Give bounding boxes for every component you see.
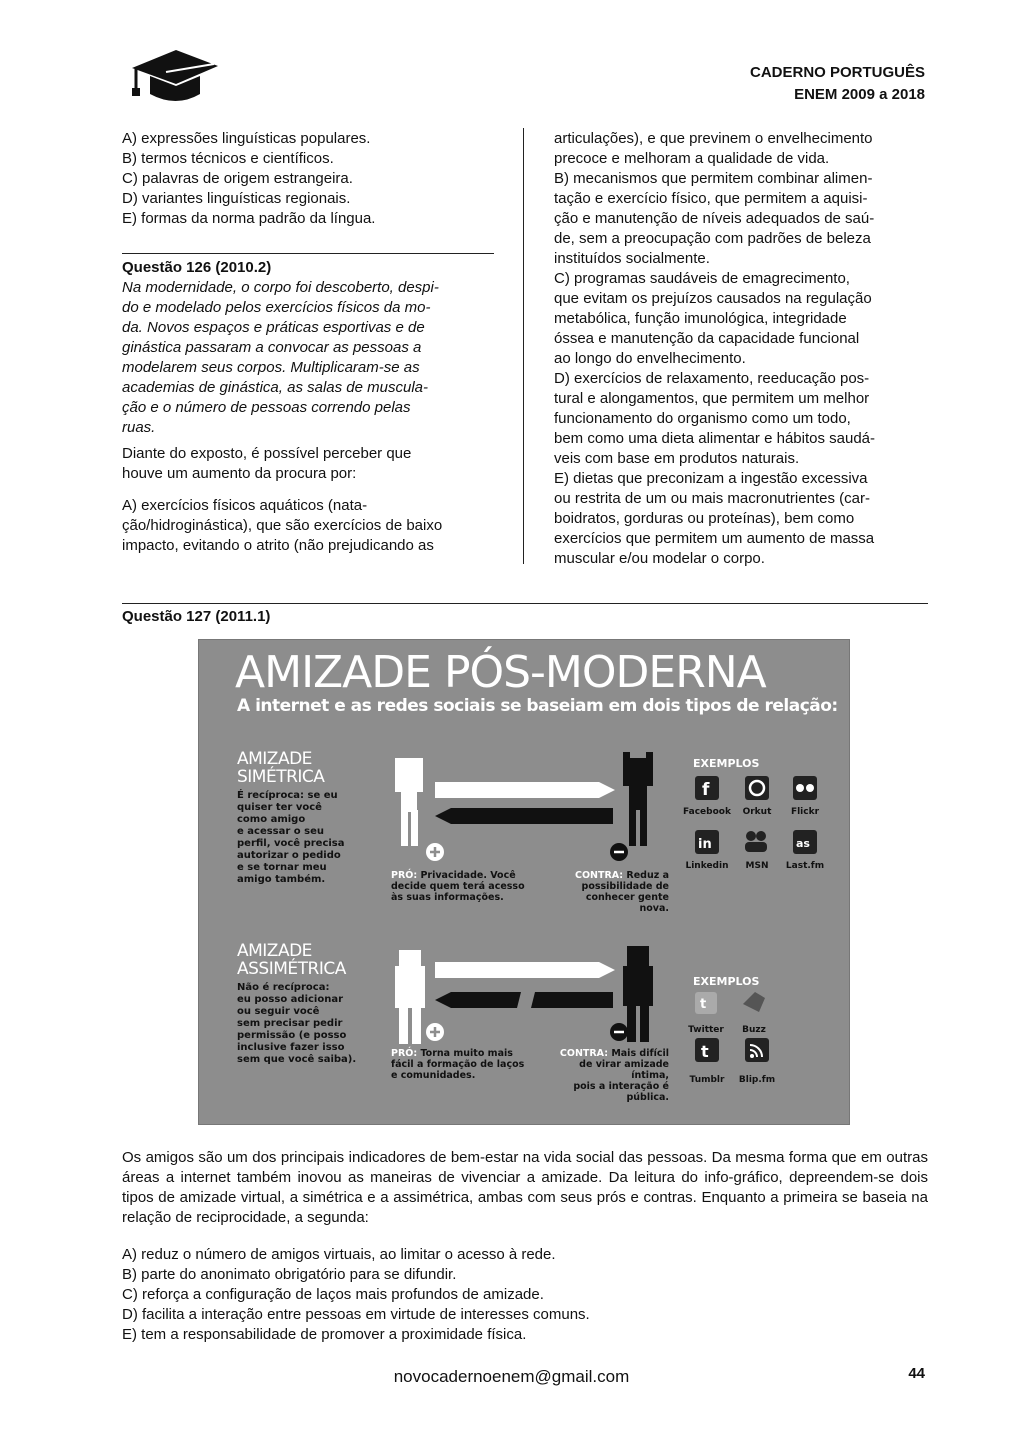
right-line: bem como uma dieta alimentar e hábitos saudá-: [554, 430, 876, 447]
example-label: Buzz: [742, 1025, 766, 1035]
asymmetric-title-line: AMIZADE: [237, 941, 312, 961]
footer-email: novocadernoenem@gmail.com: [393, 1367, 630, 1386]
right-line: de, sem a preocupação com padrões de beleza: [554, 230, 871, 247]
arrow-left: [435, 992, 521, 1008]
contra-line: pois a interação é pública.: [573, 1081, 669, 1103]
infographic-title: AMIZADE PÓS-MODERNA: [235, 647, 766, 698]
symmetric-title-line: SIMÉTRICA: [237, 767, 325, 787]
desc-line: quiser ter você: [237, 802, 322, 813]
asymmetric-pro: [391, 1048, 524, 1081]
right-line: que evitam os prejuízos causados na regulação: [554, 290, 872, 307]
desc-line: sem que você saiba).: [237, 1054, 357, 1065]
desc-line: permissão (e posso: [237, 1030, 347, 1041]
page-number: 44: [908, 1365, 925, 1382]
contra-key: CONTRA:: [574, 870, 624, 881]
option-e: E) tem a responsabilidade de promover a proximidade física.: [122, 1326, 527, 1343]
pro-line: Torna muito mais: [417, 1048, 513, 1059]
right-line: metabólica, função imunológica, integridade: [554, 310, 847, 327]
option-e: E) formas da norma padrão da língua.: [122, 210, 376, 227]
passage-line: ginástica passaram a convocar as pessoas a: [122, 339, 422, 356]
pro-line: Privacidade. Você: [417, 870, 516, 881]
svg-text:in: in: [698, 837, 712, 852]
option-b: B) parte do anonimato obrigatório para se difundir.: [122, 1266, 457, 1283]
option-line: impacto, evitando o atrito (não prejudicando as: [122, 537, 434, 554]
infographic: [198, 639, 850, 1125]
desc-line: e acessar o seu: [237, 826, 324, 837]
option-b: B) termos técnicos e científicos.: [122, 150, 334, 167]
desc-line: eu posso adicionar: [237, 994, 344, 1005]
right-line: B) mecanismos que permitem combinar alimen-: [554, 170, 873, 187]
left-column: [122, 129, 494, 556]
example-label: Orkut: [742, 807, 772, 817]
right-line: precoce e melhoram a qualidade de vida.: [554, 150, 830, 167]
right-line: D) exercícios de relaxamento, reeducação pos-: [554, 370, 870, 387]
right-line: funcionamento do organismo como um todo,: [554, 410, 851, 427]
right-line: tural e alongamentos, que permitem um melhor: [554, 390, 870, 407]
desc-line: e se tornar meu: [237, 862, 327, 873]
passage-line: do e modelado pelos exercícios físicos da mo-: [122, 299, 431, 316]
right-line: C) programas saudáveis de emagrecimento,: [554, 270, 850, 287]
question-126-passage: [122, 278, 494, 438]
desc-line: ou seguir você: [237, 1006, 320, 1017]
option-a: A) reduz o número de amigos virtuais, ao limitar o acesso à rede.: [122, 1246, 556, 1263]
blipfm-icon: [745, 1038, 769, 1062]
passage-line: Na modernidade, o corpo foi descoberto, despi-: [122, 279, 439, 296]
pro-line: e comunidades.: [391, 1070, 476, 1081]
column-divider: [523, 128, 524, 564]
black-person-figure: [623, 752, 653, 846]
example-label: MSN: [745, 861, 769, 871]
question-127-title: Questão 127 (2011.1): [122, 608, 271, 625]
pro-key: PRÓ:: [391, 1048, 418, 1059]
previous-question-options: [122, 129, 494, 229]
asymmetric-title: [237, 942, 346, 978]
right-line: exercícios que permitem um aumento de massa: [554, 530, 875, 547]
prompt-line: houve um aumento da procura por:: [122, 465, 357, 482]
header-line-2: ENEM 2009 a 2018: [794, 86, 925, 103]
question-126-prompt: [122, 444, 494, 484]
right-line: veis com base em produtos naturais.: [554, 450, 800, 467]
example-label: Linkedin: [685, 861, 729, 871]
graduation-cap-icon: [126, 42, 220, 106]
right-line: tação e exercício físico, que permitem a aquisi-: [554, 190, 868, 207]
question-127-rule: [122, 603, 928, 604]
desc-line: perfil, você precisa: [237, 838, 345, 849]
arrow-right: [435, 782, 615, 798]
svg-text:f: f: [702, 780, 710, 800]
black-person-figure: [623, 946, 653, 1042]
svg-text:t: t: [700, 997, 707, 1012]
desc-line: amigo também.: [237, 874, 326, 885]
example-label: Last.fm: [785, 861, 825, 871]
question-127-options: [122, 1245, 590, 1345]
msn-icon: [745, 831, 767, 852]
desc-line: Não é recíproca:: [237, 982, 330, 993]
orkut-icon: [745, 776, 769, 800]
option-d: D) variantes linguísticas regionais.: [122, 190, 351, 207]
option-d: D) facilita a interação entre pessoas em virtude de interesses comuns.: [122, 1306, 590, 1323]
right-line: óssea e manutenção da capacidade funcional: [554, 330, 860, 347]
right-line: ção e manutenção de níveis adequados de saú-: [554, 210, 875, 227]
arrow-left: [531, 992, 613, 1008]
question-126-title: Questão 126 (2010.2): [122, 259, 272, 276]
passage-line: academias de ginástica, as salas de muscula-: [122, 379, 428, 396]
symmetric-description: [237, 790, 345, 886]
question-126-option-a: [122, 496, 494, 556]
right-line: ao longo do envelhecimento.: [554, 350, 746, 367]
right-line: muscular e/ou modelar o corpo.: [554, 550, 765, 567]
option-a: A) expressões linguísticas populares.: [122, 130, 371, 147]
option-c: C) palavras de origem estrangeira.: [122, 170, 353, 187]
arrow-right: [435, 962, 615, 978]
passage-line: modelarem seus corpos. Multiplicaram-se as: [122, 359, 420, 376]
asymmetric-contra: [539, 1048, 669, 1103]
right-line: instituídos socialmente.: [554, 250, 710, 267]
example-label: Facebook: [683, 807, 731, 817]
question-127-body: Os amigos são um dos principais indicadores de bem-estar na vida social das pessoas. Da mesma forma que em outras áreas a internet também inovou as maneiras de vivenciar a amizade. Da leitura do info-gráfico, depreendem-se dois tipos de amizade virtual, a simétrica e a assimétrica, ambas com seus prós e contras. Enquanto a primeira se baseia na relação de reciprocidade, a segunda:: [122, 1149, 928, 1226]
passage-line: ção e o número de pessoas correndo pelas: [122, 399, 411, 416]
example-label: Tumblr: [689, 1075, 725, 1085]
symmetric-pro: [391, 870, 525, 903]
pro-line: às suas informações.: [391, 892, 504, 903]
desc-line: sem precisar pedir: [237, 1018, 343, 1029]
pro-key: PRÓ:: [391, 870, 418, 881]
contra-line: Reduz a: [623, 870, 669, 881]
desc-line: inclusive fazer isso: [237, 1042, 345, 1053]
right-line: ou restrita de um ou mais macronutrientes (car-: [554, 490, 870, 507]
contra-line: conhecer gente nova.: [585, 892, 669, 914]
example-label: Blip.fm: [738, 1075, 776, 1085]
prompt-line: Diante do exposto, é possível perceber que: [122, 445, 412, 462]
contra-key: CONTRA:: [559, 1048, 609, 1059]
option-c: C) reforça a configuração de laços mais profundos de amizade.: [122, 1286, 544, 1303]
desc-line: É recíproca: se eu: [237, 790, 338, 801]
buzz-icon: [743, 992, 765, 1012]
svg-text:as: as: [796, 837, 810, 850]
passage-line: da. Novos espaços e práticas esportivas e de: [122, 319, 425, 336]
pro-line: fácil a formação de laços: [391, 1059, 525, 1070]
right-line: E) dietas que preconizam a ingestão excessiva: [554, 470, 868, 487]
option-line: A) exercícios físicos aquáticos (nata-: [122, 497, 368, 514]
header-line-1: CADERNO PORTUGUÊS: [749, 64, 925, 81]
svg-text:t: t: [701, 1042, 709, 1061]
right-line: articulações), e que previnem o envelhecimento: [554, 130, 873, 147]
symmetric-title-line: AMIZADE: [237, 749, 312, 769]
infographic-subtitle: A internet e as redes sociais se baseiam em dois tipos de relação:: [237, 696, 838, 716]
asymmetric-description: [237, 982, 356, 1066]
contra-line: de virar amizade íntima,: [579, 1059, 669, 1081]
question-126: [122, 253, 494, 556]
contra-line: Mais difícil: [608, 1048, 669, 1059]
white-person-figure: [395, 950, 425, 1044]
option-line: ção/hidroginástica), que são exercícios de baixo: [122, 517, 443, 534]
passage-line: ruas.: [122, 419, 156, 436]
asymmetric-title-line: ASSIMÉTRICA: [237, 959, 346, 979]
document-header: [750, 62, 925, 106]
example-label: Flickr: [790, 807, 820, 817]
desc-line: como amigo: [237, 814, 306, 825]
example-label: Twitter: [688, 1025, 724, 1035]
pro-line: decide quem terá acesso: [391, 881, 525, 892]
contra-line: possibilidade de: [581, 881, 669, 892]
desc-line: autorizar o pedido: [237, 850, 341, 861]
arrow-left: [435, 808, 613, 824]
right-line: boidratos, gorduras ou proteínas), bem como: [554, 510, 855, 527]
white-person-figure: [395, 758, 423, 846]
asymmetric-examples-label: EXEMPLOS: [693, 975, 760, 988]
symmetric-contra: [569, 870, 669, 914]
symmetric-title: [237, 750, 324, 786]
symmetric-examples-label: EXEMPLOS: [693, 757, 760, 770]
right-column: [554, 129, 926, 569]
